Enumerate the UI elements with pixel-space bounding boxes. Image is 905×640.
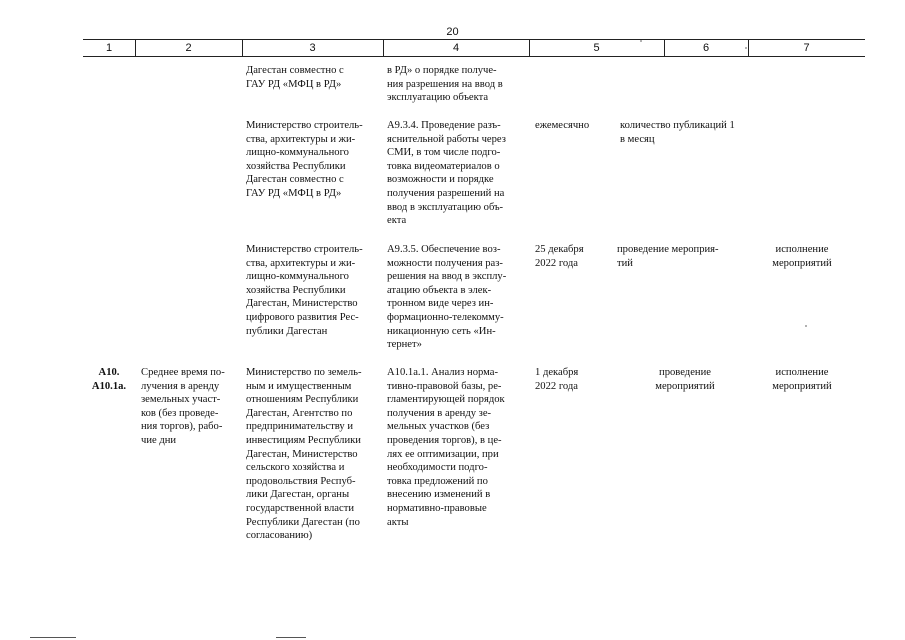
row-responsible-cell: Министерство строитель- ства, архитектуры и жи- лищно-коммунального хозяйства Республики Дагестан совместно с ГАУ РД «МФЦ в РД» [246,120,363,199]
column-header-1: 1 [105,42,113,54]
row-action-cell: А9.3.4. Проведение разъ- яснительной работы через СМИ, в том числе подго- товка видеоматериалов о возможности и порядке получения разрешений на ввод в эксплуатацию объ- екта [387,120,506,227]
row-indicator-cell: проведение мероприя- тий [617,244,719,269]
scan-speck [745,47,747,49]
row-indicator-cell: количество публикаций 1 в месяц [620,120,735,145]
row-deadline-cell: 25 декабря 2022 года [535,244,584,269]
column-header-7: 7 [803,42,810,54]
scan-speck [805,325,807,327]
row-responsible-cell: Министерство строитель- ства, архитектуры и жи- лищно-коммунального хозяйства Республики Дагестан, Министерство цифрового развития Рес- публики Дагестан [246,244,363,337]
row-result-cell: исполнение мероприятий [772,367,832,392]
column-header-6: 6 [702,42,710,54]
row-result-cell: исполнение мероприятий [772,244,832,269]
table-header-row [83,39,865,57]
column-header-2: 2 [185,42,192,54]
row-indicator-name-cell: Среднее время по- лучения в аренду земельных участ- ков (без проведе- ния торгов), рабо- чие дни [141,367,225,446]
row-action-cell: А9.3.5. Обеспечение воз- можности получения раз- решения на ввод в эксплу- атацию объекта в элек- тронном виде через ин- формационно-телекомму- никационную сеть «Ин- тернет» [387,244,507,351]
page-number: 20 [446,26,459,38]
scan-edge-mark [276,637,306,638]
row-action-cell: в РД» о порядке получе- ния разрешения на ввод в эксплуатацию объекта [387,65,503,104]
column-header-4: 4 [452,42,460,54]
row-indicator-cell: проведение мероприятий [655,367,715,392]
column-header-3: 3 [309,42,316,54]
scan-edge-mark [30,637,76,638]
row-deadline-cell: 1 декабря 2022 года [535,367,579,392]
scan-speck [640,40,642,42]
row-responsible-cell: Дагестан совместно с ГАУ РД «МФЦ в РД» [246,65,344,90]
column-header-5: 5 [593,42,600,54]
row-action-cell: А10.1а.1. Анализ норма- тивно-правовой базы, ре- гламентирующей порядок получения в аренду зе- мельных участков (без проведения торгов), в це- лях ее оптимизации, при необходимости подго- товка предложений по внесению изменений в нормативно-правовые акты [387,367,505,528]
row-responsible-cell: Министерство по земель- ным и имущественным отношениям Республики Дагестан, Агентство по предпринимательству и инвестициям Республики Дагестан, Министерство сельского хозяйства и продовольствия Респуб- лики Дагестан, органы государственной власти Республики Дагестан (по согласованию) [246,367,362,542]
row-deadline-cell: ежемесячно [535,120,590,131]
row-number-cell: А10. А10.1а. [91,367,127,392]
